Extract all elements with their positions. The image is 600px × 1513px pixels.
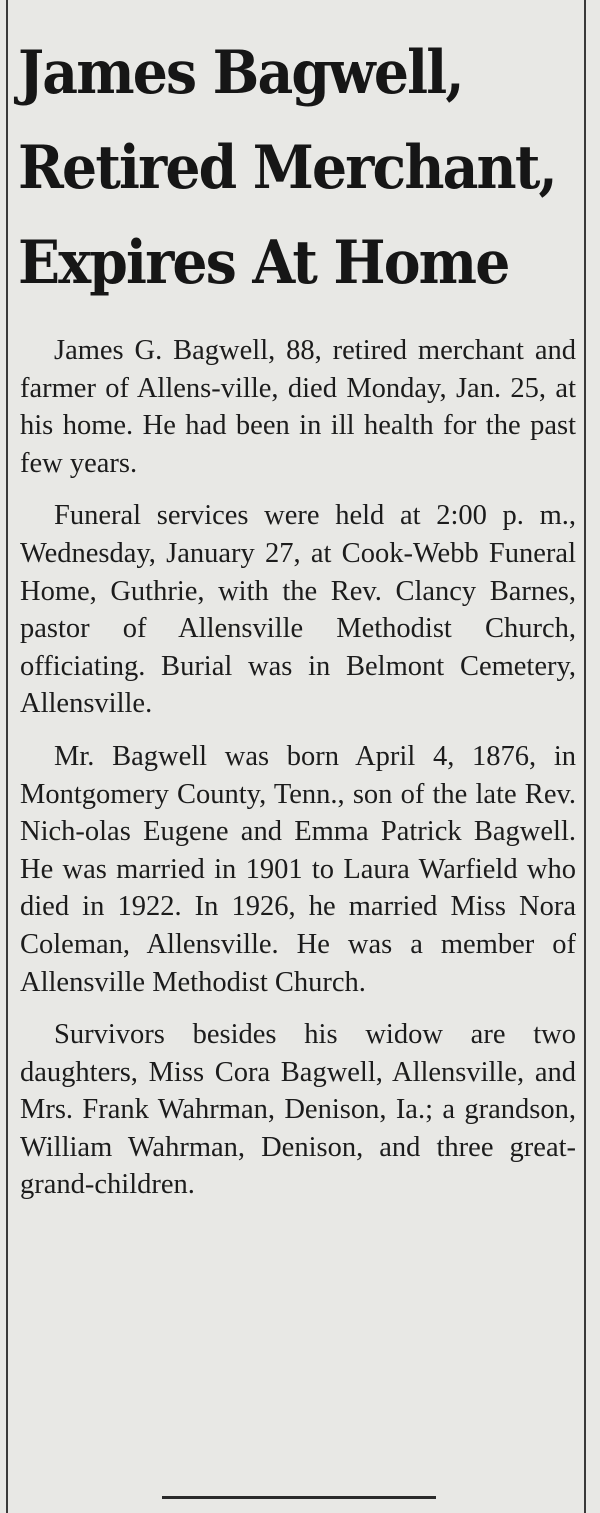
end-rule [162,1496,436,1499]
headline-line: James Bagwell, [18,38,463,108]
paragraph-biography: Mr. Bagwell was born April 4, 1876, in Montgomery County, Tenn., son of the late Rev. Nich-olas Eugene and Emma Patrick Bagwell. He was married in 1901 to Laura Warfield who died in 1922. In 1926, he married Miss Nora Coleman, Allensville. He was a member of Allensville Methodist Church. [20,740,576,998]
headline-line: Retired Merchant, [18,133,556,203]
paragraph-survivors: Survivors besides his widow are two daughters, Miss Cora Bagwell, Allensville, and Mrs. Frank Wahrman, Denison, Ia.; a grandson, William Wahrman, Denison, and three great-grand-children. [20,1019,576,1201]
headline [18,26,578,311]
column-rule-right [584,0,586,1513]
headline-line: Expires At Home [18,228,509,298]
paragraph-death-notice: James G. Bagwell, 88, retired merchant and farmer of Allens-ville, died Monday, Jan. 25, at his home. He had been in ill health for the past few years. [20,335,576,479]
paragraph-funeral-services: Funeral services were held at 2:00 p. m., Wednesday, January 27, at Cook-Webb Funeral Home, Guthrie, with the Rev. Clancy Barnes, pastor of Allensville Methodist Church, officiating. Burial was in Belmont Cemetery, Allensville. [20,500,576,720]
column-rule-left [6,0,8,1513]
article-body [20,332,576,1219]
